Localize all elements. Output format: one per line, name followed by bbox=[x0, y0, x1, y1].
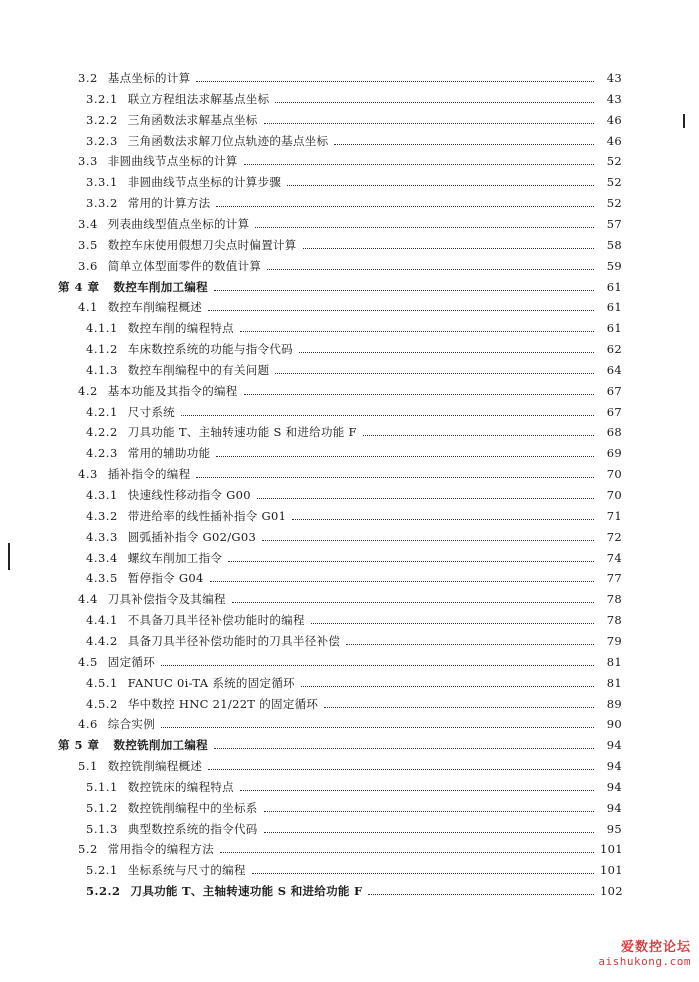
toc-entry-number: 4.4.1 bbox=[86, 613, 118, 628]
toc-entry-title: 数控车削编程中的有关问题 bbox=[127, 362, 270, 377]
toc-entry-title: 数控铣削加工编程 bbox=[113, 738, 208, 753]
toc-entry-page: 68 bbox=[606, 425, 622, 440]
dot-leader bbox=[255, 226, 594, 228]
scan-mark-left bbox=[8, 543, 10, 570]
toc-entry-page: 94 bbox=[606, 779, 622, 794]
dot-leader bbox=[210, 580, 594, 582]
toc-entry[interactable] bbox=[58, 273, 622, 294]
toc-entry-title: 螺纹车削加工指令 bbox=[127, 550, 223, 565]
toc-entry-number: 4.1.1 bbox=[86, 321, 118, 336]
scan-mark-right bbox=[683, 114, 685, 128]
toc-entry-number: 4.5 bbox=[78, 654, 98, 669]
toc-entry-title: 常用的计算方法 bbox=[127, 196, 211, 211]
toc-entry-page: 94 bbox=[606, 738, 622, 753]
toc-entry-page: 81 bbox=[606, 654, 622, 669]
toc-entry-page: 67 bbox=[606, 383, 622, 398]
toc-entry-title: FANUC 0i-TA 系统的固定循环 bbox=[127, 675, 295, 690]
toc-entry-number: 4.5.1 bbox=[86, 675, 118, 690]
toc-entry-number: 第 5 章 bbox=[58, 738, 100, 753]
toc-entry-number: 4.6 bbox=[78, 717, 98, 732]
toc-entry[interactable] bbox=[78, 147, 622, 168]
toc-entry[interactable] bbox=[78, 585, 622, 606]
toc-entry-page: 71 bbox=[606, 508, 622, 523]
toc-entry-title: 华中数控 HNC 21/22T 的固定循环 bbox=[127, 696, 319, 711]
dot-leader bbox=[346, 643, 594, 645]
toc-entry-number: 3.5 bbox=[78, 237, 98, 252]
toc-entry-title: 刀具功能 T、主轴转速功能 S 和进给功能 F bbox=[130, 884, 363, 899]
toc-entry[interactable] bbox=[86, 877, 622, 898]
toc-entry-number: 4.3.1 bbox=[86, 488, 118, 502]
toc-entry-title: 数控车削编程概述 bbox=[107, 300, 203, 315]
toc-entry-title: 数控铣削编程中的坐标系 bbox=[127, 800, 258, 815]
toc-entry-page: 61 bbox=[606, 321, 622, 336]
dot-leader bbox=[299, 351, 594, 353]
toc-entry-title: 带进给率的线性插补指令 G01 bbox=[127, 508, 287, 523]
toc-entry-page: 46 bbox=[606, 133, 622, 148]
toc-entry-number: 4.2.1 bbox=[86, 404, 118, 419]
toc-entry-page: 77 bbox=[606, 571, 622, 586]
toc-entry-title: 数控铣床的编程特点 bbox=[127, 779, 234, 794]
toc-entry-title: 刀具补偿指令及其编程 bbox=[107, 592, 226, 607]
toc-entry-number: 5.2.2 bbox=[86, 884, 121, 899]
toc-entry[interactable] bbox=[78, 377, 622, 398]
toc-entry-page: 81 bbox=[606, 675, 622, 690]
watermark-url: aishukong.com bbox=[598, 955, 691, 968]
toc-entry[interactable] bbox=[86, 690, 622, 711]
toc-entry-page: 43 bbox=[606, 91, 622, 106]
toc-entry-page: 46 bbox=[606, 112, 622, 127]
toc-entry-number: 3.2.3 bbox=[86, 133, 118, 148]
toc-entry[interactable] bbox=[86, 106, 622, 127]
toc-entry-title: 三角函数法求解刀位点轨迹的基点坐标 bbox=[127, 133, 329, 148]
toc-entry-title: 圆弧插补指令 G02/G03 bbox=[127, 529, 257, 544]
toc-entry-title: 数控车削的编程特点 bbox=[127, 321, 234, 336]
toc-entry[interactable] bbox=[78, 752, 622, 773]
dot-leader bbox=[334, 143, 594, 145]
dot-leader bbox=[232, 601, 594, 603]
toc-entry-title: 简单立体型面零件的数值计算 bbox=[107, 258, 262, 273]
toc-entry-number: 4.1.3 bbox=[86, 362, 118, 377]
toc-entry[interactable] bbox=[86, 773, 622, 794]
toc-entry[interactable] bbox=[86, 606, 622, 627]
toc-entry-page: 78 bbox=[606, 613, 622, 628]
toc-entry-number: 4.4.2 bbox=[86, 633, 118, 648]
toc-entry[interactable] bbox=[86, 418, 622, 439]
toc-entry-title: 数控铣削编程概述 bbox=[107, 759, 203, 774]
toc-entry[interactable] bbox=[78, 231, 622, 252]
dot-leader bbox=[196, 476, 594, 478]
toc-entry-title: 数控车床使用假想刀尖点时偏置计算 bbox=[107, 237, 297, 252]
toc-entry-number: 4.1.2 bbox=[86, 342, 118, 357]
toc-entry-title: 具备刀具半径补偿功能时的刀具半径补偿 bbox=[127, 633, 341, 648]
toc-entry[interactable] bbox=[78, 710, 622, 731]
toc-entry-page: 89 bbox=[606, 696, 622, 711]
toc-entry[interactable] bbox=[86, 627, 622, 648]
toc-entry-number: 5.1.1 bbox=[86, 779, 118, 794]
toc-entry-number: 4.2.3 bbox=[86, 446, 118, 461]
dot-leader bbox=[287, 184, 594, 186]
toc-entry[interactable] bbox=[86, 356, 622, 377]
toc-entry-title: 常用的辅助功能 bbox=[127, 446, 211, 461]
toc-entry-title: 三角函数法求解基点坐标 bbox=[127, 112, 258, 127]
toc-entry-title: 暂停指令 G04 bbox=[127, 571, 204, 586]
dot-leader bbox=[262, 539, 594, 541]
toc-entry-number: 5.1.2 bbox=[86, 800, 118, 815]
toc-entry-number: 第 4 章 bbox=[58, 279, 100, 294]
toc-entry-title: 固定循环 bbox=[107, 654, 155, 669]
toc-entry[interactable] bbox=[86, 439, 622, 460]
toc-entry-number: 5.1.3 bbox=[86, 821, 118, 836]
dot-leader bbox=[214, 747, 594, 749]
toc-entry[interactable] bbox=[86, 856, 622, 877]
toc-entry-title: 基本功能及其指令的编程 bbox=[107, 383, 238, 398]
toc-entry[interactable] bbox=[86, 502, 622, 523]
toc-entry-title: 典型数控系统的指令代码 bbox=[127, 821, 258, 836]
dot-leader bbox=[161, 726, 594, 728]
toc-entry[interactable] bbox=[86, 168, 622, 189]
toc-entry[interactable] bbox=[86, 815, 622, 836]
watermark bbox=[598, 936, 691, 968]
dot-leader bbox=[275, 101, 594, 103]
toc-entry-number: 4.3.2 bbox=[86, 508, 118, 523]
toc-entry[interactable] bbox=[58, 731, 622, 752]
toc-entry-number: 4.5.2 bbox=[86, 696, 118, 711]
dot-leader bbox=[228, 560, 594, 562]
toc-entry-number: 3.2.1 bbox=[86, 91, 118, 106]
toc-entry-title: 数控车削加工编程 bbox=[113, 279, 208, 294]
dot-leader bbox=[208, 309, 594, 311]
toc-entry-page: 70 bbox=[606, 488, 622, 502]
dot-leader bbox=[368, 893, 594, 895]
toc-entry[interactable] bbox=[86, 523, 622, 544]
dot-leader bbox=[244, 163, 594, 165]
toc-entry[interactable] bbox=[86, 335, 622, 356]
toc-entry-page: 72 bbox=[606, 529, 622, 544]
toc-entry-page: 61 bbox=[606, 279, 622, 294]
toc-entry-page: 64 bbox=[606, 362, 622, 377]
dot-leader bbox=[181, 414, 594, 416]
toc-entry-title: 非圆曲线节点坐标的计算 bbox=[107, 154, 238, 169]
dot-leader bbox=[363, 434, 594, 436]
toc-entry-page: 69 bbox=[606, 446, 622, 461]
toc-entry-number: 4.2 bbox=[78, 383, 98, 398]
toc-entry-title: 联立方程组法求解基点坐标 bbox=[127, 91, 270, 106]
toc-entry-page: 79 bbox=[606, 633, 622, 648]
toc-entry[interactable] bbox=[78, 460, 622, 481]
toc-entry[interactable] bbox=[78, 648, 622, 669]
toc-entry-number: 3.3.2 bbox=[86, 196, 118, 211]
toc-entry-number: 3.2.2 bbox=[86, 112, 118, 127]
toc-entry[interactable] bbox=[86, 189, 622, 210]
toc-entry-page: 43 bbox=[606, 71, 622, 85]
toc-entry[interactable] bbox=[86, 544, 622, 565]
toc-entry-number: 5.2.1 bbox=[86, 863, 118, 878]
toc-entry-number: 4.3.3 bbox=[86, 529, 118, 544]
toc-entry-page: 58 bbox=[606, 237, 622, 252]
toc-entry-title: 快速线性移动指令 G00 bbox=[127, 488, 251, 502]
toc-entry[interactable] bbox=[78, 252, 622, 273]
dot-leader bbox=[324, 706, 594, 708]
toc-entry-title: 刀具功能 T、主轴转速功能 S 和进给功能 F bbox=[127, 425, 357, 440]
toc-entry[interactable] bbox=[86, 85, 622, 106]
toc-entry-number: 3.3 bbox=[78, 154, 98, 169]
dot-leader bbox=[311, 622, 594, 624]
toc-entry-page: 94 bbox=[606, 759, 622, 774]
dot-leader bbox=[220, 851, 594, 853]
dot-leader bbox=[214, 289, 594, 291]
toc-entry-title: 综合实例 bbox=[107, 717, 155, 732]
toc-entry-page: 52 bbox=[606, 175, 622, 190]
toc-entry-page: 57 bbox=[606, 216, 622, 231]
dot-leader bbox=[264, 810, 594, 812]
dot-leader bbox=[240, 789, 594, 791]
toc-entry-title: 基点坐标的计算 bbox=[107, 71, 191, 85]
toc-entry-page: 67 bbox=[606, 404, 622, 419]
toc-entry-page: 74 bbox=[606, 550, 622, 565]
toc-entry[interactable] bbox=[78, 64, 622, 85]
toc-entry-title: 列表曲线型值点坐标的计算 bbox=[107, 216, 250, 231]
toc-entry-page: 59 bbox=[606, 258, 622, 273]
toc-entry-number: 3.4 bbox=[78, 216, 98, 231]
toc-entry[interactable] bbox=[86, 398, 622, 419]
dot-leader bbox=[257, 497, 594, 499]
dot-leader bbox=[292, 518, 594, 520]
toc-entry[interactable] bbox=[78, 835, 622, 856]
dot-leader bbox=[252, 872, 594, 874]
toc-entry-title: 非圆曲线节点坐标的计算步骤 bbox=[127, 175, 282, 190]
dot-leader bbox=[264, 831, 594, 833]
toc-entry-title: 坐标系统与尺寸的编程 bbox=[127, 863, 246, 878]
dot-leader bbox=[208, 768, 594, 770]
dot-leader bbox=[301, 685, 594, 687]
toc-entry-page: 95 bbox=[606, 821, 622, 836]
dot-leader bbox=[267, 268, 594, 270]
toc-entry-number: 4.1 bbox=[78, 300, 98, 315]
toc-entry[interactable] bbox=[86, 127, 622, 148]
toc-entry[interactable] bbox=[86, 669, 622, 690]
toc-entry-page: 101 bbox=[600, 842, 623, 857]
toc-entry-number: 4.3.4 bbox=[86, 550, 118, 565]
toc-entry-number: 3.6 bbox=[78, 258, 98, 273]
toc-entry-number: 5.1 bbox=[78, 759, 98, 774]
toc-entry[interactable] bbox=[86, 794, 622, 815]
toc-entry-number: 4.3.5 bbox=[86, 571, 118, 586]
dot-leader bbox=[264, 122, 594, 124]
toc-entry[interactable] bbox=[78, 210, 622, 231]
toc-entry-number: 4.4 bbox=[78, 592, 98, 607]
dot-leader bbox=[244, 393, 594, 395]
toc-entry-page: 94 bbox=[606, 800, 622, 815]
toc-entry-title: 常用指令的编程方法 bbox=[107, 842, 214, 857]
dot-leader bbox=[216, 455, 594, 457]
toc-entry-page: 62 bbox=[606, 342, 622, 357]
toc-entry-page: 101 bbox=[600, 863, 623, 878]
toc-entry-page: 102 bbox=[600, 884, 623, 899]
toc-entry-page: 90 bbox=[606, 717, 622, 732]
dot-leader bbox=[196, 80, 594, 82]
toc-entry-page: 52 bbox=[606, 196, 622, 211]
toc-entry-page: 52 bbox=[606, 154, 622, 169]
toc-entry-title: 不具备刀具半径补偿功能时的编程 bbox=[127, 613, 305, 628]
toc-entry-number: 4.2.2 bbox=[86, 425, 118, 440]
toc-entry-number: 5.2 bbox=[78, 842, 98, 857]
toc-entry[interactable] bbox=[86, 564, 622, 585]
toc-entry-title: 车床数控系统的功能与指令代码 bbox=[127, 342, 293, 357]
toc-entry-page: 61 bbox=[606, 300, 622, 315]
toc-entry-title: 插补指令的编程 bbox=[107, 467, 191, 482]
dot-leader bbox=[240, 330, 594, 332]
dot-leader bbox=[161, 664, 594, 666]
toc-entry-number: 3.2 bbox=[78, 71, 98, 85]
toc-entry-page: 70 bbox=[606, 467, 622, 482]
toc-entry[interactable] bbox=[86, 481, 622, 502]
toc-entry[interactable] bbox=[78, 293, 622, 314]
dot-leader bbox=[303, 247, 594, 249]
toc-entry-number: 3.3.1 bbox=[86, 175, 118, 190]
toc-entry-title: 尺寸系统 bbox=[127, 404, 175, 419]
watermark-title: 爱数控论坛 bbox=[620, 940, 691, 955]
dot-leader bbox=[216, 205, 594, 207]
toc-entry-number: 4.3 bbox=[78, 467, 98, 482]
toc-entry[interactable] bbox=[86, 314, 622, 335]
toc-entry-page: 78 bbox=[606, 592, 622, 607]
dot-leader bbox=[275, 372, 594, 374]
